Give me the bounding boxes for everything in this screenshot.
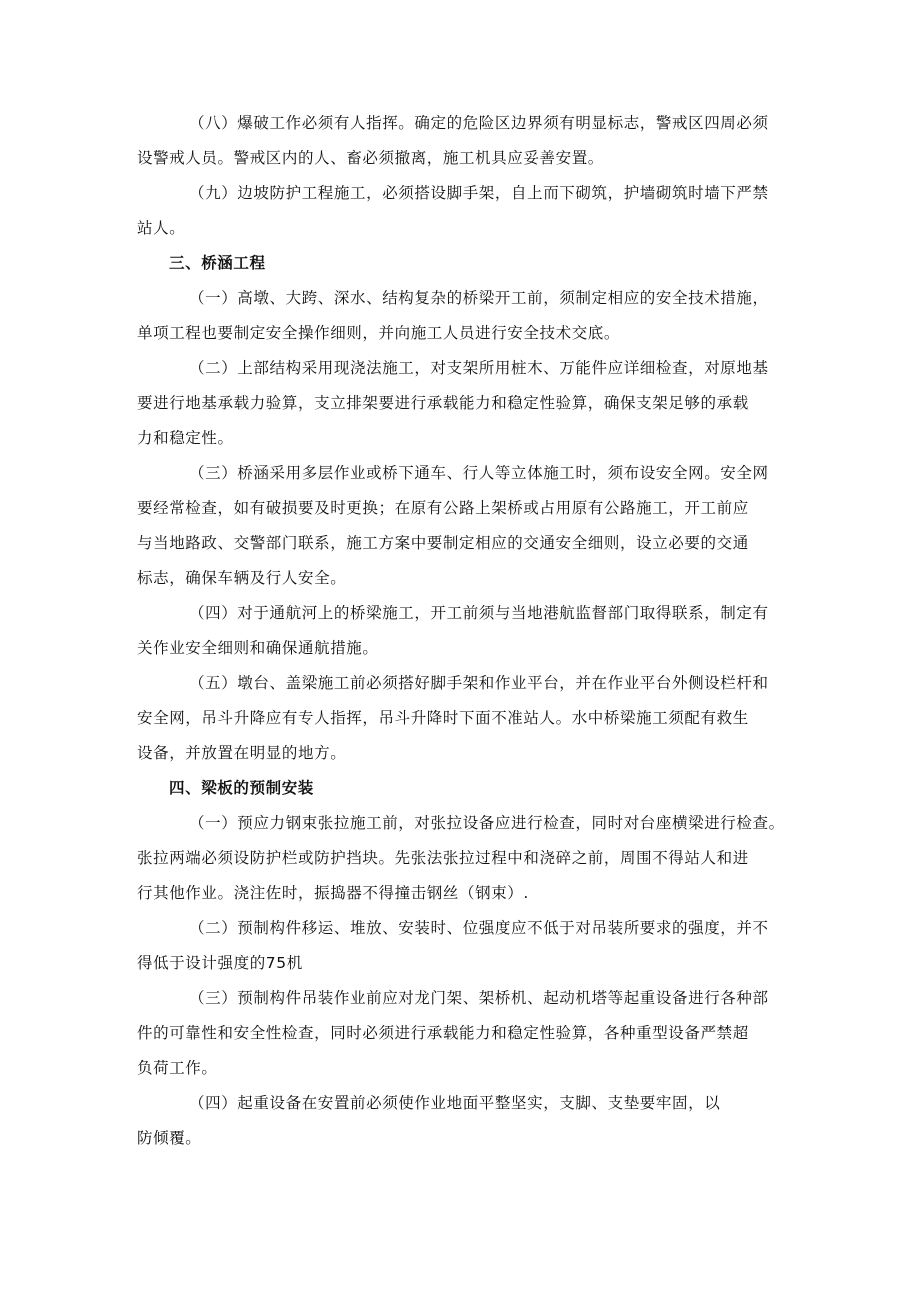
paragraph-line: （八）爆破工作必须有人指挥。确定的危险区边界须有明显标志，警戒区四周必须 — [189, 114, 769, 132]
paragraph-line: （四）起重设备在安置前必须使作业地面平整坚实，支脚、支垫要牢固，以 — [189, 1094, 721, 1112]
paragraph-line: 张拉两端必须设防护栏或防护挡块。先张法张拉过程中和浇碎之前，周围不得站人和进 — [137, 849, 749, 867]
paragraph-line: （九）边坡防护工程施工，必须搭设脚手架，自上而下砌筑，护墙砌筑时墙下严禁 — [189, 184, 769, 202]
paragraph-line: 关作业安全细则和确保通航措施。 — [137, 639, 379, 657]
paragraph-line: （二）预制构件移运、堆放、安装时、位强度应不低于对吊装所要求的强度，并不 — [189, 919, 769, 937]
section-heading: 三、桥涵工程 — [169, 254, 266, 272]
bridge-paragraph-4 — [137, 596, 797, 666]
paragraph-line: 单项工程也要制定安全操作细则，并向施工人员进行安全技术交底。 — [137, 324, 621, 342]
paragraph-line: 负荷工作。 — [137, 1059, 218, 1077]
paragraph-line: 行其他作业。浇注佐时，振捣器不得撞击钢丝（钢束）. — [137, 884, 529, 902]
bridge-paragraph-1 — [137, 281, 797, 351]
paragraph-line: 要经常检查，如有破损要及时更换；在原有公路上架桥或占用原有公路施工，开工前应 — [137, 499, 749, 517]
paragraph-9 — [137, 176, 797, 246]
paragraph-8 — [137, 106, 797, 176]
beam-paragraph-4 — [137, 1086, 797, 1156]
bridge-paragraph-5 — [137, 666, 797, 771]
document-body — [137, 106, 797, 1156]
paragraph-line: （一）预应力钢束张拉施工前，对张拉设备应进行检查，同时对台座横梁进行检查。 — [189, 814, 785, 832]
paragraph-line: （二）上部结构采用现浇法施工，对支架所用桩木、万能件应详细检查，对原地基 — [189, 359, 769, 377]
paragraph-line: （一）高墩、大跨、深水、结构复杂的桥梁开工前，须制定相应的安全技术措施， — [189, 289, 769, 307]
paragraph-line: 件的可靠性和安全性检查，同时必须进行承载能力和稳定性验算，各种重型设备严禁超 — [137, 1024, 749, 1042]
paragraph-line: 安全网，吊斗升降应有专人指挥，吊斗升降时下面不准站人。水中桥梁施工须配有救生 — [137, 709, 749, 727]
paragraph-line: （三）桥涵采用多层作业或桥下通车、行人等立体施工时，须布设安全网。安全网 — [189, 464, 769, 482]
paragraph-line: 设备，并放置在明显的地方。 — [137, 744, 347, 762]
paragraph-line: 站人。 — [137, 219, 186, 237]
paragraph-line: 力和稳定性。 — [137, 429, 234, 447]
paragraph-line: 要进行地基承载力验算，支立排架要进行承载能力和稳定性验算，确保支架足够的承载 — [137, 394, 749, 412]
section-heading-bridges — [137, 246, 797, 281]
beam-paragraph-1 — [137, 806, 797, 911]
paragraph-line: 标志，确保车辆及行人安全。 — [137, 569, 347, 587]
paragraph-line: （四）对于通航河上的桥梁施工，开工前须与当地港航监督部门取得联系，制定有 — [189, 604, 769, 622]
beam-paragraph-2 — [137, 911, 797, 981]
bridge-paragraph-3 — [137, 456, 797, 596]
paragraph-line: 防倾覆。 — [137, 1129, 202, 1147]
paragraph-line: 与当地路政、交警部门联系，施工方案中要制定相应的交通安全细则，设立必要的交通 — [137, 534, 749, 552]
paragraph-line: （五）墩台、盖梁施工前必须搭好脚手架和作业平台，并在作业平台外侧设栏杆和 — [189, 674, 769, 692]
beam-paragraph-3 — [137, 981, 797, 1086]
section-heading: 四、梁板的预制安装 — [169, 779, 314, 797]
bridge-paragraph-2 — [137, 351, 797, 456]
paragraph-line: 得低于设计强度的75机 — [137, 954, 303, 972]
section-heading-beams — [137, 771, 797, 806]
paragraph-line: 设警戒人员。警戒区内的人、畜必须撤离，施工机具应妥善安置。 — [137, 149, 604, 167]
paragraph-line: （三）预制构件吊装作业前应对龙门架、架桥机、起动机塔等起重设备进行各种部 — [189, 989, 769, 1007]
